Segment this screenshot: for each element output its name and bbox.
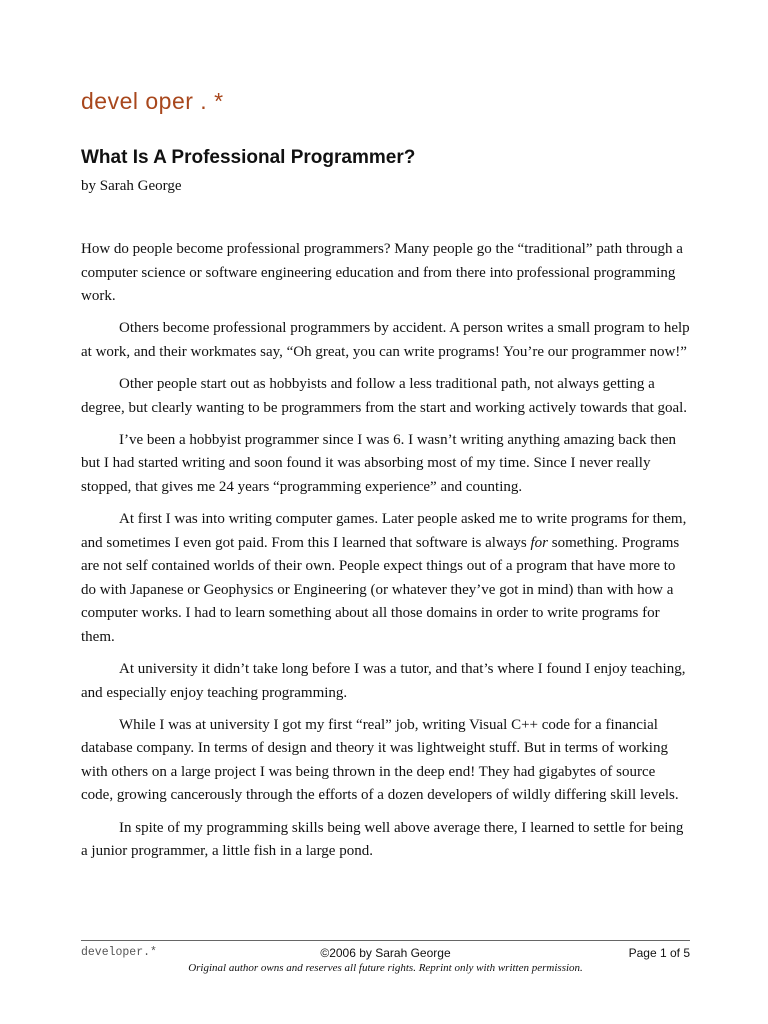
paragraph-3: Other people start out as hobbyists and follow a less traditional path, not always getting a degree, but clearly wanting to be programmers from the start and working actively towards that goal. bbox=[81, 375, 688, 416]
rights-notice: Original author owns and reserves all future rights. Reprint only with written permission. bbox=[188, 962, 583, 974]
article-body bbox=[81, 238, 691, 872]
paragraph-1: How do people become professional programmers? Many people go the “traditional” path through a computer science or software engineering education and from there into professional programming work. bbox=[81, 241, 683, 305]
paragraph-5-text-a: At first I was into writing computer games. Later people asked me to write programs for them, and sometimes I even got paid. From this I learned that software is always bbox=[81, 510, 687, 551]
paragraph-2: Others become professional programmers by accident. A person writes a small program to help at work, and their workmates say, “Oh great, you can write programs! You’re our programmer now!” bbox=[81, 320, 690, 360]
page-number: Page 1 of 5 bbox=[628, 946, 690, 960]
article-byline: by Sarah George bbox=[81, 178, 182, 194]
footer-copyright: ©2006 by Sarah George bbox=[320, 946, 451, 960]
paragraph-5-text-b: something. Programs are not self contained worlds of their own. People expect things out of a program that have more to do with Japanese or Geophysics or Engineering (or whatever they’ve got in mind) than with how a computer works. I had to learn something about all those domains in order to write programs for them. bbox=[81, 534, 680, 645]
paragraph-5 bbox=[81, 508, 691, 650]
paragraph-5-emphasis: for bbox=[530, 534, 548, 551]
site-logo: devel oper . * bbox=[81, 88, 224, 114]
footer-divider bbox=[81, 940, 690, 941]
footer-brand: developer.* bbox=[81, 946, 157, 959]
paragraph-4: I’ve been a hobbyist programmer since I was 6. I wasn’t writing anything amazing back then but I had started writing and soon found it was absorbing most of my time. Since I never really stopped, that gives me 24 years “programming experience” and counting. bbox=[81, 431, 677, 495]
paragraph-8: In spite of my programming skills being well above average there, I learned to settle for being a junior programmer, a little fish in a large pond. bbox=[81, 819, 684, 860]
article-title: What Is A Professional Programmer? bbox=[81, 147, 416, 168]
paragraph-6: At university it didn’t take long before I was a tutor, and that’s where I found I enjoy teaching, and especially enjoy teaching programming. bbox=[81, 661, 686, 701]
paragraph-7: While I was at university I got my first “real” job, writing Visual C++ code for a financial database company. In terms of design and theory it was lightweight stuff. But in terms of working with others on a large project I was being thrown in the deep end! They had gigabytes of source code, growing cancerously through the efforts of a dozen developers of wildly differing skill levels. bbox=[81, 716, 679, 804]
page-footer bbox=[81, 946, 690, 962]
